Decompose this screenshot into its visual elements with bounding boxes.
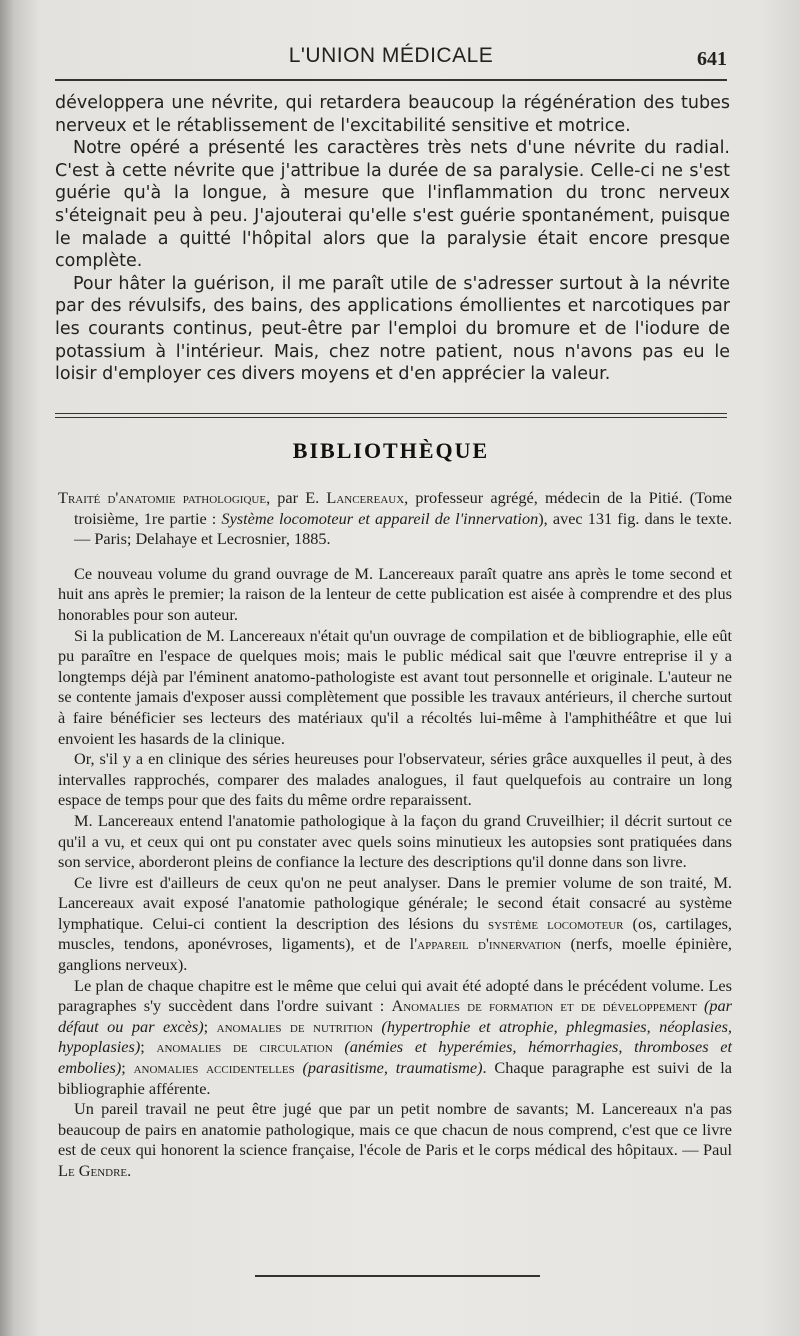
book-author: Lancereaux [326,488,405,507]
book-subtitle: Système locomoteur et appareil de l'innervation [221,508,539,528]
book-reference: Traité d'anatomie pathologique, par E. Lancereaux, professeur agrégé, médecin de la Pitié. (Tome troisième, 1re partie : Système locomoteur et appareil de l'innervation), avec 131 fig. dans le texte. — Paris; Delahaye et Lecrosnier, 1885. [58,488,733,549]
paragraph: Ce livre est d'ailleurs de ceux qu'on ne peut analyser. Dans le premier volume de son traité, M. Lancereaux avait exposé l'anatomie pathologique générale; le second était consacré au système lymphatique. Celui-ci contient la description des lésions du système locomoteur (os, cartilages, muscles, tendons, aponévroses, ligaments), et de l'appareil d'innervation (nerfs, moelle épinière, ganglions nerveux). [58,872,733,975]
paragraph: Or, s'il y a en clinique des séries heureuses pour l'observateur, séries grâce auxquelles il peut, à des intervalles rapprochés, comparer des malades analogues, il faut quelquefois au contraire un long espace de temps pour que des faits du même ordre reparaissent. [58,749,732,810]
header-rule [55,79,727,81]
page-number: 641 [697,48,727,70]
paragraph: développera une névrite, qui retardera beaucoup la régénération des tubes nerveux et le rétablissement de l'excitabilité sensitive et motrice. [55,93,730,136]
signature: Le Gendre. [58,1161,132,1180]
paragraph: Un pareil travail ne peut être jugé que par un petit nombre de savants; M. Lancereaux n'a pas beaucoup de pairs en anatomie pathologique, mais ce que chacun de nous comprend, c'est que ce livre est de ceux qui honorent la science française, l'école de Paris et le corps médical des hôpitaux. — Paul Le Gendre. [58,1099,732,1180]
book-review [58,488,732,1182]
paragraph: Si la publication de M. Lancereaux n'était qu'un ouvrage de compilation et de bibliographie, elle eût pu paraître en l'espace de quelques mois; mais le public médical sait que l'œuvre entreprise il y a longtemps déjà par l'éminent anatomo-pathologiste est avant tout personnelle et originale. L'auteur ne se contente jamais d'exposer aussi complètement que possible les travaux antérieurs, il cherche surtout à faire bénéficier ses lecteurs des matériaux qu'il a récoltés lui-même à l'amphithéâtre et que lui envoient les hasards de la clinique. [58,625,732,748]
book-title: Traité d'anatomie pathologique [58,488,267,507]
running-title: L'UNION MÉDICALE [288,44,494,67]
section-title: BIBLIOTHÈQUE [292,438,490,463]
section-divider [55,413,727,421]
page-header [55,42,727,76]
paragraph: Pour hâter la guérison, il me paraît utile de s'adresser surtout à la névrite par des révulsifs, des bains, des applications émollientes et narcotiques par les courants continus, peut-être par l'emploi du bromure et de l'iodure de potassium à l'intérieur. Mais, chez notre patient, nous n'avons pas eu le loisir d'employer ces divers moyens et d'en apprécier la valeur. [55,273,730,385]
paragraph: Notre opéré a présenté les caractères très nets d'une névrite du radial. C'est à cette névrite que j'attribue la durée de sa paralysie. Celle-ci ne s'est guérie qu'à la longue, à mesure que l'inflammation du tronc nerveux s'éteignait peu à peu. J'ajouterai qu'elle s'est guérie spontanément, puisque le malade a quitté l'hôpital alors que la paralysie était encore presque complète. [55,138,730,272]
article-continuation [55,92,730,386]
footer-rule [255,1275,540,1277]
paragraph: Le plan de chaque chapitre est le même que celui qui avait été adopté dans le précédent volume. Les paragraphes s'y succèdent dans l'ordre suivant : Anomalies de formation et de développement (par défaut ou par excès); anomalies de nutrition (hypertrophie et atrophie, phlegmasies, néoplasies, hypoplasies); anomalies de circulation (anémies et hyperémies, hémorrhagies, thromboses et embolies); anomalies accidentelles (parasitisme, traumatisme). Chaque paragraphe est suivi de la bibliographie afférente. [58,975,733,1098]
paragraph: M. Lancereaux entend l'anatomie pathologique à la façon du grand Cruveilhier; il décrit surtout ce qu'il a vu, et ceux qui ont pu constater avec quels soins minutieux les autopsies sont pratiquées dans son service, aborderont pleins de confiance la lecture des descriptions qu'il donne dans son livre. [58,810,732,872]
paragraph: Ce nouveau volume du grand ouvrage de M. Lancereaux paraît quatre ans après le tome second et huit ans après le premier; la raison de la lenteur de cette publication est aisée à comprendre et des plus honorables pour son auteur. [58,563,732,624]
